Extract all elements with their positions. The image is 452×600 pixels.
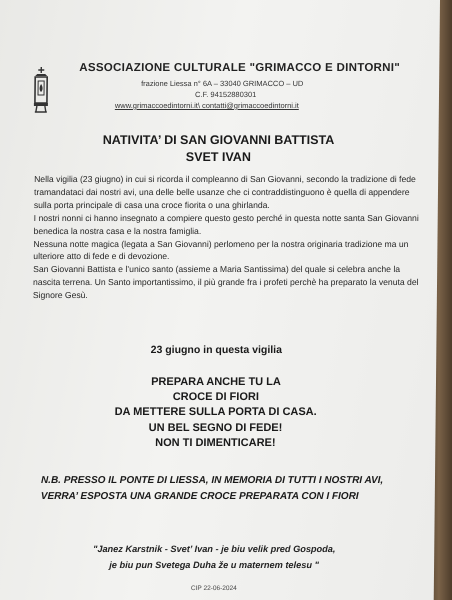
- appeal-line: UN BEL SEGNO DI FEDE!: [148, 421, 283, 434]
- title-line-2: SVET IVAN: [185, 150, 251, 164]
- appeal-line: NON TI DIMENTICARE!: [155, 436, 276, 449]
- body-paragraph: Nessuna notte magica (legata a San Giovanni) perlomeno per la nostra originaria tradizione ma un ulteriore atto di fede e di devozione.: [33, 238, 409, 262]
- nota-bene: N.B. PRESSO IL PONTE DI LIESSA, IN MEMORIA DI TUTTI I NOSTRI AVI, VERRA’ ESPOSTA UNA GRANDE CROCE PREPARATA CON I FIORI: [40, 475, 384, 502]
- lantern-emblem-icon: [31, 66, 52, 114]
- body-text: [33, 173, 424, 302]
- body-paragraph: Nella vigilia (23 giugno) in cui si ricorda il compleanno di San Giovanni, secondo la tradizione di fede tramandataci dai nostri avi, una delle belle usanze che ci contraddistinguono è quella di appendere sulla porta principale di casa una croce fiorita o una ghirlanda.: [33, 174, 416, 210]
- quote-line-2: je biu pun Svetega Duha že u maternem telesu ": [109, 560, 319, 570]
- vigil-date: 23 giugno in questa vigilia: [150, 344, 283, 356]
- body-paragraph: San Giovanni Battista e l’unico santo (assieme a Maria Santissima) del quale si celebra anche la nascita terrena. Un Santo importantissimo, il più grande fra i profeti perchè ha preparato la venuta del Signore Gesù.: [32, 264, 419, 301]
- document-title: [0, 132, 439, 166]
- cip-date: CIP 22-06-2024: [190, 585, 237, 592]
- body-paragraph: I nostri nonni ci hanno insegnato a compiere questo gesto perché in questa notte santa San Giovanni benedica la nostra casa e la nostra famiglia.: [33, 212, 419, 236]
- appeal-line: DA METTERE SULLA PORTA DI CASA.: [114, 406, 317, 419]
- tax-code: C.F. 94152880301: [194, 90, 257, 99]
- association-name: ASSOCIAZIONE CULTURALE "GRIMACCO E DINTORNI": [79, 62, 401, 74]
- scripture-quote: [0, 541, 434, 573]
- quote-line-1: "Janez Karstnik - Svet’ Ivan - je biu velik pred Gospoda,: [92, 544, 336, 554]
- appeal-line: PREPARA ANCHE TU LA: [151, 376, 281, 388]
- title-line-1: NATIVITA’ DI SAN GIOVANNI BATTISTA: [102, 133, 335, 147]
- association-header: [59, 62, 430, 111]
- appeal-block: [0, 375, 436, 451]
- association-address: frazione Liessa n° 6A – 33040 GRIMACCO – UD: [141, 79, 304, 88]
- appeal-line: CROCE DI FIORI: [172, 391, 259, 404]
- website-and-email: www.grimaccoedintorni.it\ contatti@grimaccoedintorni.it: [114, 101, 299, 110]
